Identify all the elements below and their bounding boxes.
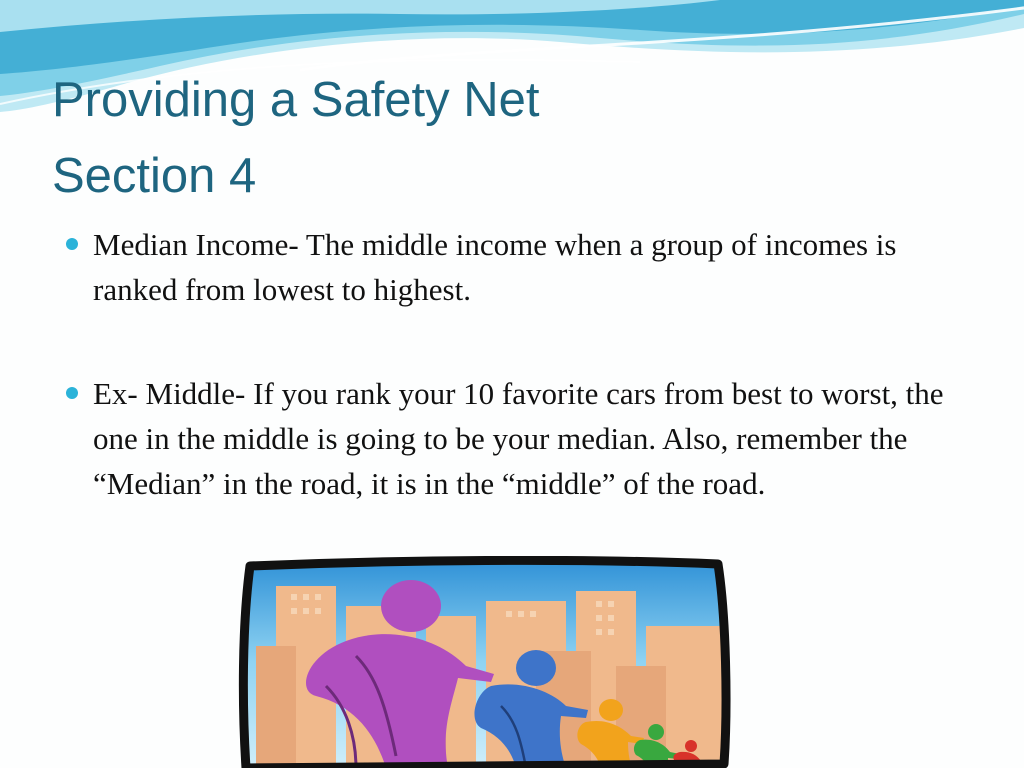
- bullet-item: [66, 222, 966, 312]
- bullet-item: [66, 371, 966, 506]
- bullet-text: Ex- Middle- If you rank your 10 favorite cars from best to worst, the one in the middle is going to be your median. Also, remember the “Median” in the road, it is in the “middle” of the road.: [93, 376, 944, 501]
- family-clipart-image: [236, 556, 732, 768]
- bullet-dot-icon: [66, 238, 78, 250]
- title-line-2: Section 4: [52, 149, 257, 203]
- bullet-text: Median Income- The middle income when a group of incomes is ranked from lowest to highest.: [93, 227, 897, 307]
- bullet-dot-icon: [66, 387, 78, 399]
- title-line-1: Providing a Safety Net: [52, 73, 540, 127]
- slide-title: [52, 62, 540, 214]
- bullet-list: [66, 222, 966, 506]
